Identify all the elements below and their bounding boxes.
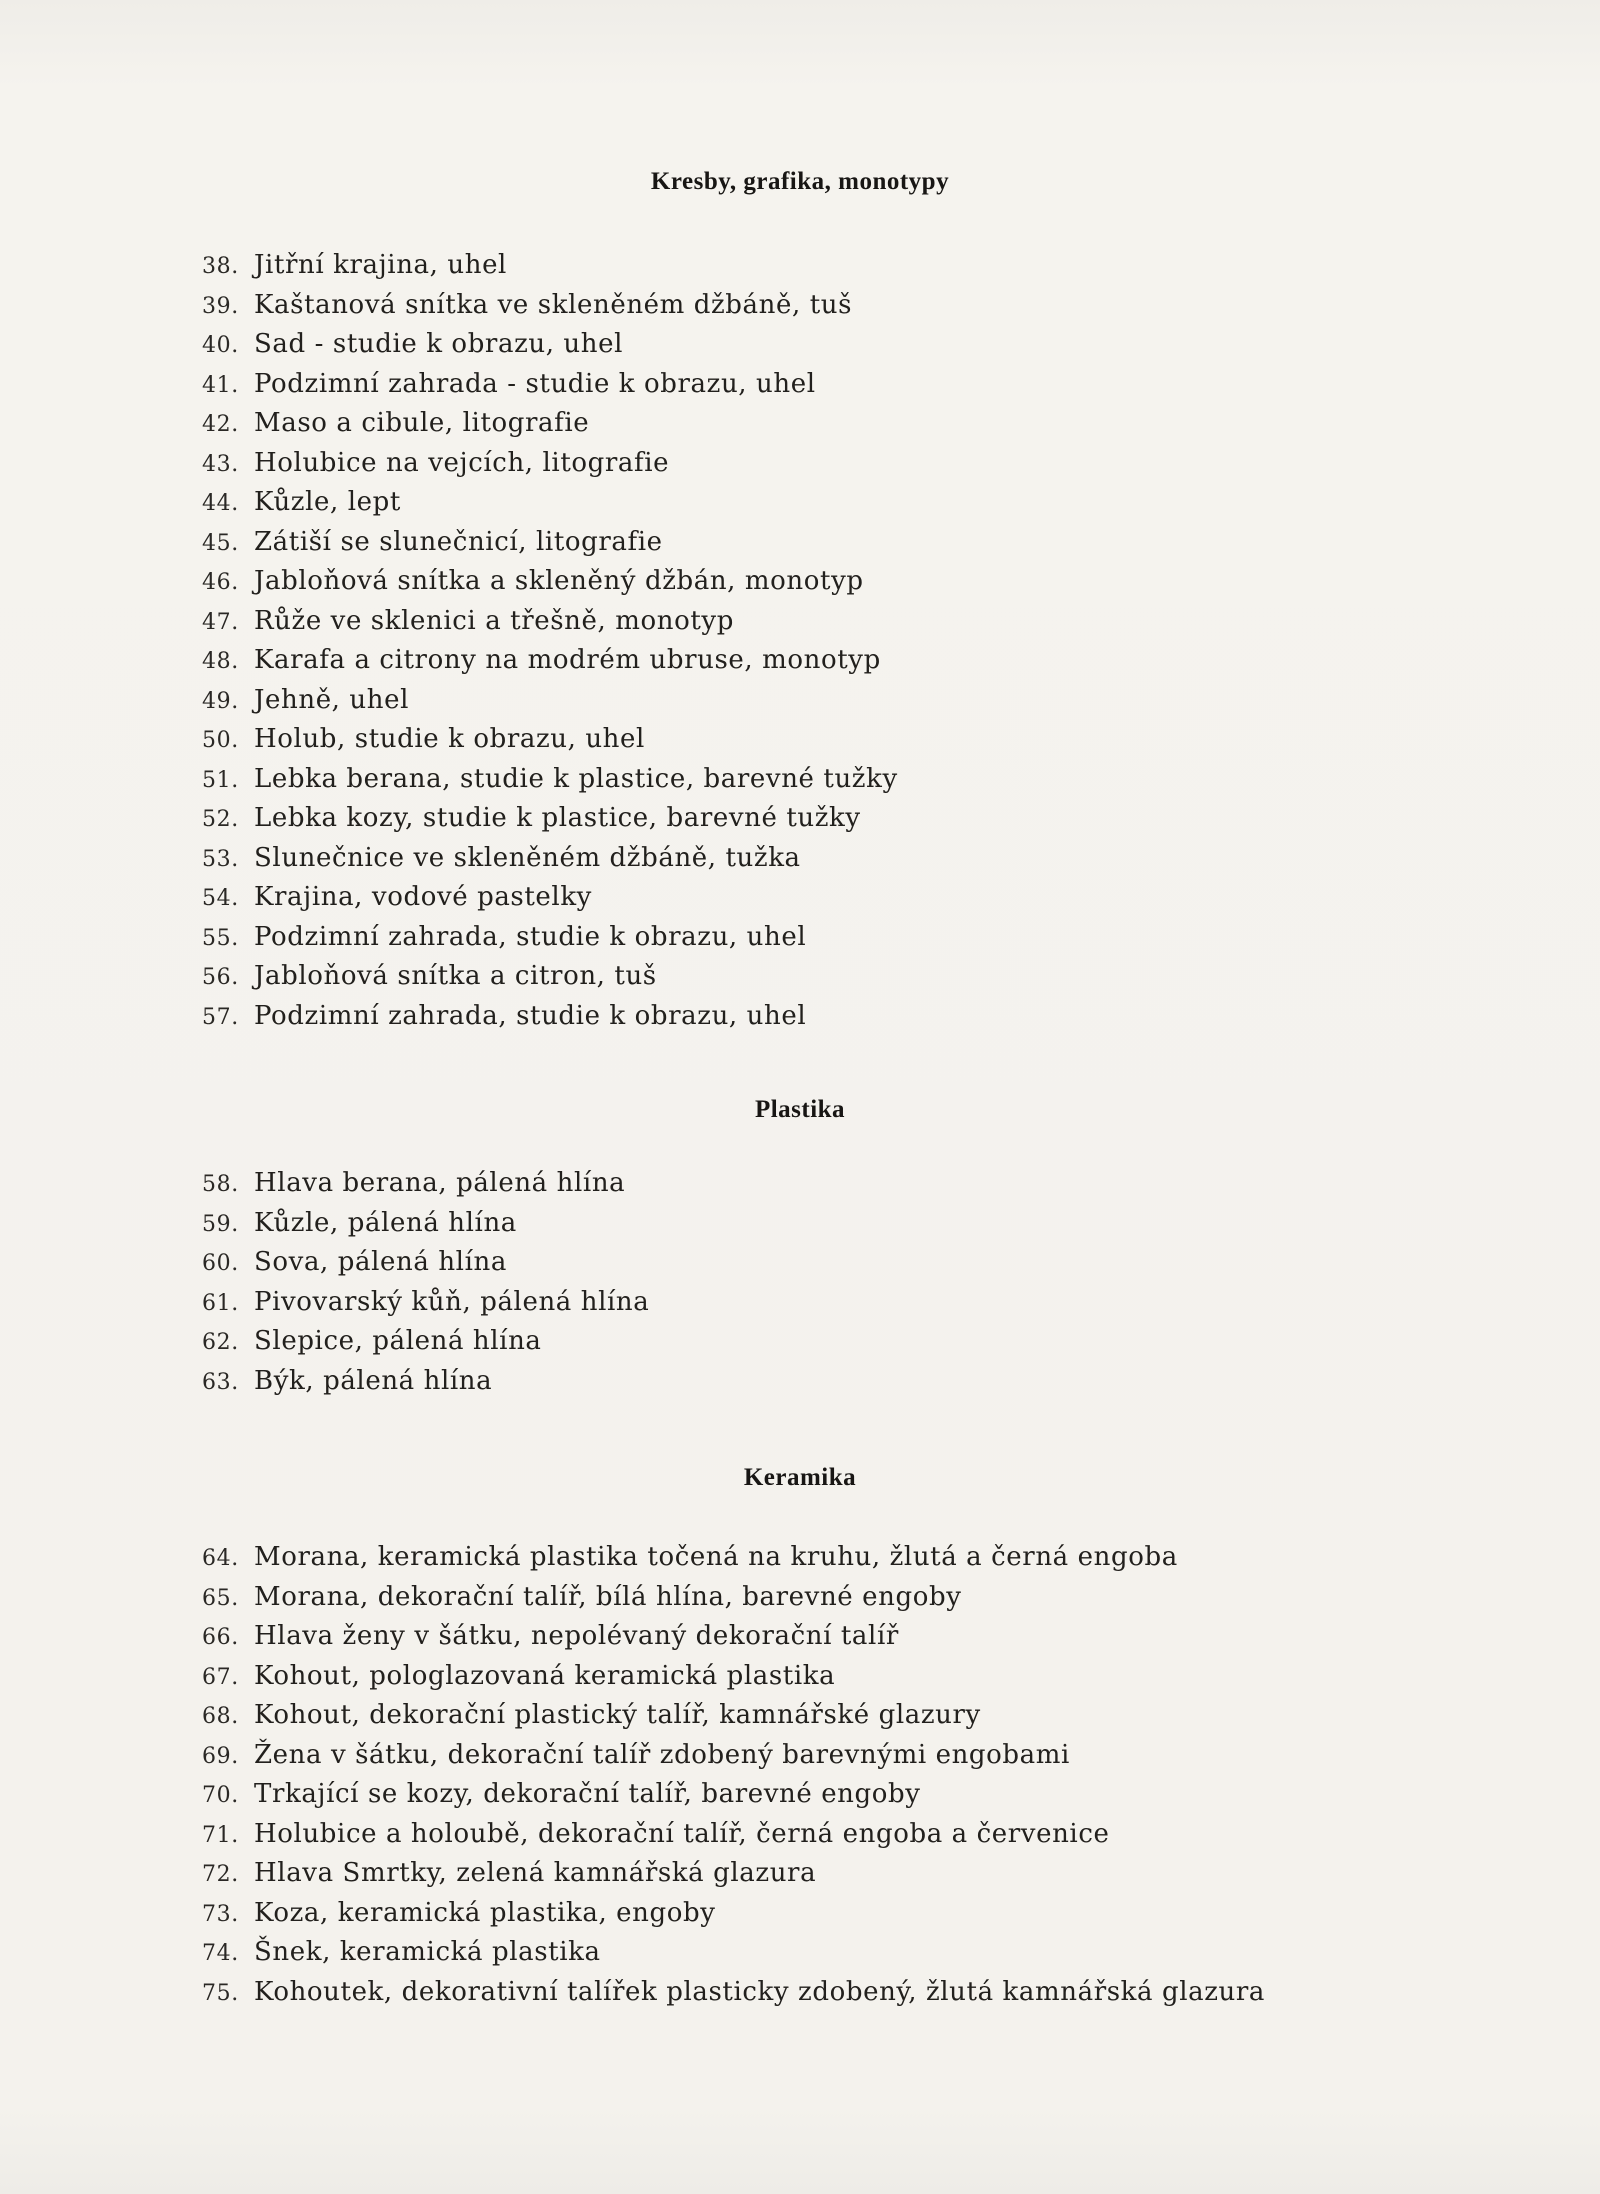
item-text: Býk, pálená hlína [254,1365,493,1396]
item-number: 67. [202,1664,239,1690]
item-text: Pivovarský kůň, pálená hlína [254,1286,650,1317]
item-number: 59. [202,1211,239,1237]
list-item [202,922,898,962]
item-number: 64. [202,1546,239,1571]
item-text: Lebka kozy, studie k plastice, barevné tužky [254,803,861,833]
item-number: 72. [202,1862,239,1887]
item-text: Žena v šátku, dekorační talíř zdobený barevnými engobami [254,1739,1070,1770]
list-item [202,566,898,606]
item-number: 44. [202,491,239,516]
item-number: 61. [202,1290,239,1316]
item-text: Jabloňová snítka a citron, tuš [254,961,657,991]
list-item [202,1700,1265,1740]
item-text: Sova, pálená hlína [254,1247,507,1277]
item-number: 56. [202,965,239,990]
item-text: Podzimní zahrada - studie k obrazu, uhel [254,368,816,399]
item-text: Trkající se kozy, dekorační talíř, barevné engoby [254,1779,921,1809]
list-item [202,1819,1265,1859]
item-number: 49. [202,688,239,714]
item-number: 60. [202,1251,239,1276]
item-text: Zátiší se slunečnicí, litografie [254,526,663,557]
section-title-ceramics: Keramika [743,1464,857,1491]
item-text: Holubice na vejcích, litografie [254,447,670,478]
item-text: Jehně, uhel [254,684,410,715]
item-text: Krajina, vodové pastelky [254,882,592,912]
item-text: Maso a cibule, litografie [254,408,590,438]
item-number: 74. [202,1941,239,1966]
list-item [202,1661,1265,1701]
list-item [202,685,898,725]
list-item [202,1326,649,1366]
item-number: 62. [202,1330,239,1355]
item-text: Kohout, pologlazovaná keramická plastika [254,1660,836,1691]
item-number: 45. [202,530,239,556]
item-text: Lebka berana, studie k plastice, barevné tužky [254,763,898,794]
list-item [202,487,898,527]
item-text: Koza, keramická plastika, engoby [254,1897,716,1928]
list-item [202,961,898,1001]
item-text: Kohout, dekorační plastický talíř, kamnářské glazury [254,1700,981,1730]
item-text: Morana, dekorační talíř, bílá hlína, barevné engoby [254,1581,962,1612]
item-number: 57. [202,1004,239,1030]
list-item [202,1977,1265,2017]
item-number: 41. [202,372,239,398]
list-item [202,527,898,567]
item-number: 43. [202,451,239,477]
item-text: Slunečnice ve skleněném džbáně, tužka [254,842,801,873]
item-number: 58. [202,1172,239,1197]
item-number: 68. [202,1704,239,1729]
item-text: Podzimní zahrada, studie k obrazu, uhel [254,921,807,952]
item-number: 40. [202,333,239,358]
item-number: 70. [202,1783,239,1808]
item-number: 63. [202,1369,239,1395]
item-number: 73. [202,1901,239,1927]
list-item [202,1582,1265,1622]
list-item [202,1858,1265,1898]
list-item [202,290,898,330]
list-item [202,408,898,448]
item-text: Slepice, pálená hlína [254,1326,542,1356]
item-text: Kaštanová snítka ve skleněném džbáně, tuš [254,289,853,320]
item-number: 65. [202,1585,239,1611]
item-number: 50. [202,728,239,753]
list-item [202,606,898,646]
section-title-sculpture: Plastika [754,1096,846,1123]
list-drawings [202,250,898,1040]
list-item [202,1208,649,1248]
list-item [202,1937,1265,1977]
list-item [202,329,898,369]
list-item [202,803,898,843]
item-number: 71. [202,1822,239,1848]
section-title-drawings: Kresby, grafika, monotypy [650,168,950,195]
list-item [202,843,898,883]
item-text: Sad - studie k obrazu, uhel [254,329,624,359]
item-text: Jitřní krajina, uhel [254,250,507,280]
list-item [202,1898,1265,1938]
item-text: Morana, keramická plastika točená na kruhu, žlutá a černá engoba [254,1542,1178,1572]
item-text: Šnek, keramická plastika [254,1937,601,1967]
list-item [202,1779,1265,1819]
item-number: 69. [202,1743,239,1769]
item-number: 66. [202,1625,239,1650]
item-text: Kohoutek, dekorativní talířek plasticky zdobený, žlutá kamnářská glazura [254,1976,1266,2007]
list-item [202,1366,649,1406]
item-text: Karafa a citrony na modrém ubruse, monotyp [254,645,881,675]
list-item [202,645,898,685]
item-number: 54. [202,886,239,911]
item-text: Jabloňová snítka a skleněný džbán, monotyp [254,566,864,596]
item-number: 53. [202,846,239,872]
item-number: 42. [202,412,239,437]
item-text: Holub, studie k obrazu, uhel [254,724,645,754]
item-text: Kůzle, lept [254,487,401,517]
list-item [202,1740,1265,1780]
list-item [202,882,898,922]
item-number: 51. [202,767,239,793]
item-text: Hlava berana, pálená hlína [254,1168,626,1198]
list-item [202,1247,649,1287]
list-item [202,724,898,764]
item-text: Hlava ženy v šátku, nepolévaný dekorační talíř [254,1621,899,1651]
item-number: 55. [202,925,239,951]
list-item [202,1542,1265,1582]
list-item [202,1287,649,1327]
item-text: Růže ve sklenici a třešně, monotyp [254,605,734,636]
item-text: Podzimní zahrada, studie k obrazu, uhel [254,1000,807,1031]
list-item [202,448,898,488]
item-number: 48. [202,649,239,674]
list-item [202,1621,1265,1661]
item-number: 38. [202,254,239,279]
item-number: 39. [202,293,239,319]
item-text: Holubice a holoubě, dekorační talíř, černá engoba a červenice [254,1818,1110,1849]
list-ceramics [202,1542,1265,2016]
list-item [202,369,898,409]
item-number: 52. [202,807,239,832]
list-item [202,1001,898,1041]
item-number: 46. [202,570,239,595]
list-item [202,1168,649,1208]
item-number: 75. [202,1980,239,2006]
item-text: Kůzle, pálená hlína [254,1207,517,1238]
list-item [202,764,898,804]
item-text: Hlava Smrtky, zelená kamnářská glazura [254,1858,817,1888]
list-item [202,250,898,290]
list-sculpture [202,1168,649,1405]
item-number: 47. [202,609,239,635]
